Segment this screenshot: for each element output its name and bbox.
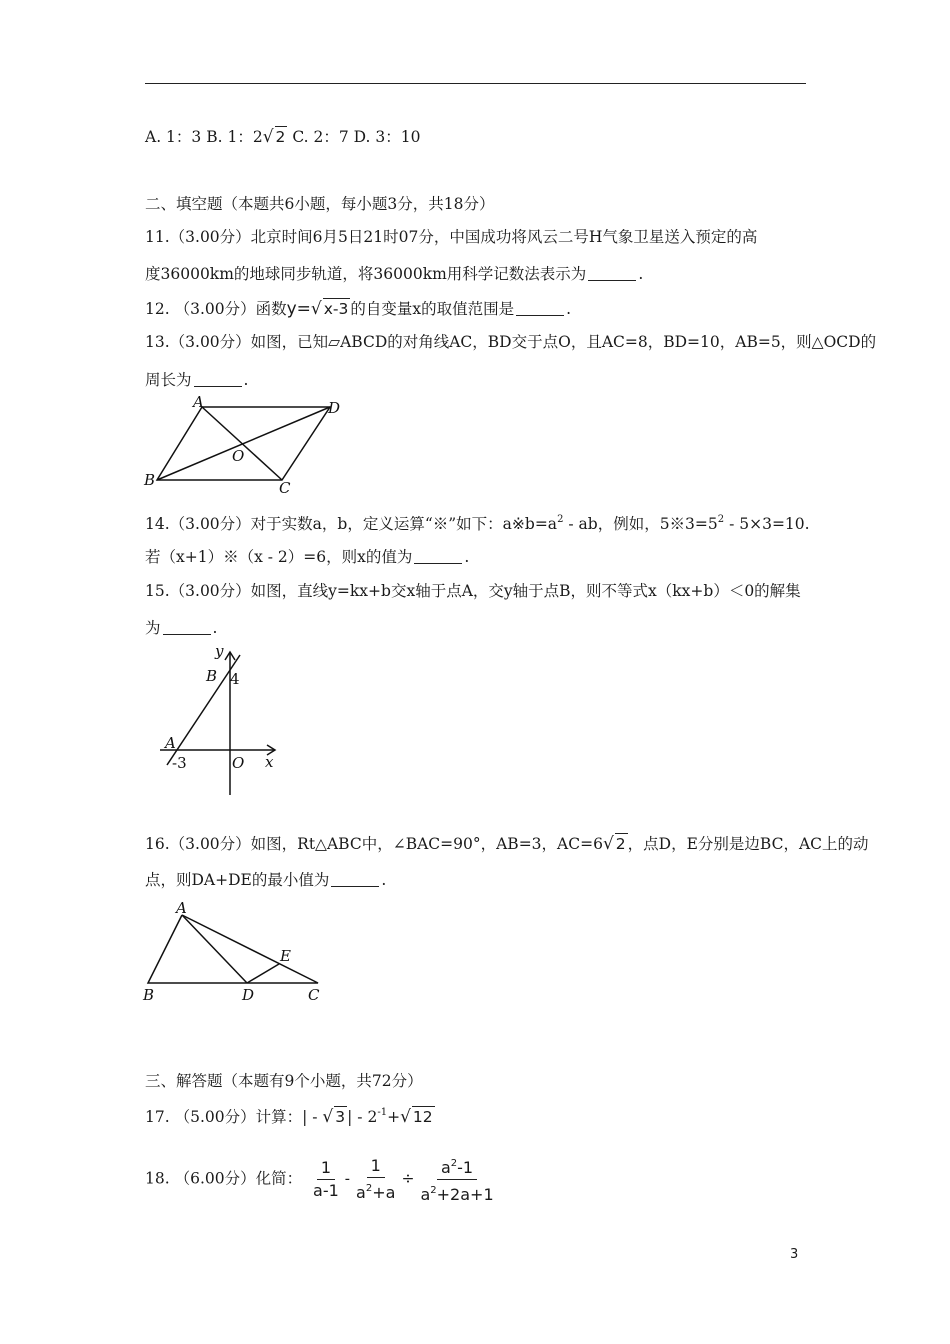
label-d: D <box>328 399 341 417</box>
label-e: E <box>280 947 291 965</box>
segment-de <box>247 964 279 983</box>
page-number: 3 <box>790 1247 799 1262</box>
label-neg3: -3 <box>172 754 187 772</box>
option-c: C. 2：7 <box>292 128 349 146</box>
option-d: D. 3：10 <box>353 128 421 146</box>
section-3-title: 三、解答题（本题有9个小题，共72分） <box>145 1072 423 1090</box>
q15-line1: 15.（3.00分）如图，直线y=kx+b交x轴于点A，交y轴于点B，则不等式x（kx+b）＜0的解集 <box>145 582 801 600</box>
label-o: O <box>232 754 245 772</box>
fraction-2: $\frac{1}{a^2+a}$ <box>356 1156 396 1202</box>
label-4: 4 <box>230 670 240 688</box>
sqrt: √ 2 <box>602 834 626 854</box>
option-b: B. 1：2√ 2 <box>206 127 286 147</box>
label-b: B <box>143 986 155 1004</box>
sqrt: √ 3 <box>322 1107 346 1127</box>
top-rule <box>145 83 806 84</box>
q15-line2: 为 . <box>145 619 218 637</box>
answer-blank <box>588 266 636 281</box>
q18-line: 18. （6.00分）化简： $\frac{1}{a-1}$ - $\frac{1}{a^2+a}$ ÷ $\frac{a^2-1}{a^2+2a+1}$ <box>145 1153 500 1206</box>
label-a: A <box>193 395 204 411</box>
label-y: y <box>215 642 224 660</box>
q12-line: 12. （3.00分）函数y=√ x-3 的自变量x的取值范围是 . <box>145 299 572 319</box>
label-c: C <box>279 479 291 495</box>
diagonal-bd <box>157 407 330 480</box>
parallelogram-figure <box>140 395 350 495</box>
q16-line1: 16.（3.00分）如图，Rt△ABC中，∠BAC=90°，AB=3，AC=6√ 2 ，点D，E分别是边BC，AC上的动 <box>145 834 869 854</box>
label-b: B <box>144 471 156 489</box>
segment-ad <box>182 915 247 983</box>
answer-blank <box>331 872 379 887</box>
sqrt: √ 12 <box>400 1107 433 1127</box>
label-a: A <box>165 734 176 752</box>
answer-blank <box>194 372 242 387</box>
q17-line: 17. （5.00分）计算：| - √ 3 | - $2^{-1}+√$ 12 <box>145 1107 433 1127</box>
sqrt: √ 2 <box>262 127 286 147</box>
q11-line1: 11.（3.00分）北京时间6月5日21时07分，中国成功将风云二号H气象卫星送入预定的高 <box>145 228 758 246</box>
fraction-1: $\frac{1}{a-1}$ <box>313 1158 339 1200</box>
fraction-3: $\frac{a^2-1}{a^2+2a+1}$ <box>416 1153 497 1206</box>
triangle-figure <box>140 895 340 1010</box>
answer-blank <box>516 301 564 316</box>
label-o: O <box>232 447 245 465</box>
q14-line1: 14.（3.00分）对于实数a，b，定义运算“※”如下：$a※b=a^2$ - ab，例如，$5※3=5^2 - 5\times 3=10$. <box>145 514 810 533</box>
label-b: B <box>206 667 218 685</box>
answer-blank <box>163 620 211 635</box>
q13-line1: 13.（3.00分）如图，已知▱ABCD的对角线AC，BD交于点O，且AC=8，BD=10，AB=5，则△OCD的 <box>145 333 877 351</box>
line-graph-figure <box>140 640 290 800</box>
label-x: x <box>265 753 274 771</box>
section-2-title: 二、填空题（本题共6小题，每小题3分，共18分） <box>145 195 495 213</box>
q11-line2: 度36000km的地球同步轨道，将36000km用科学记数法表示为 . <box>145 265 644 283</box>
q14-line2: 若（x+1）※（x - 2）=6，则x的值为 . <box>145 548 470 566</box>
triangle-abc <box>148 915 318 983</box>
label-a: A <box>176 899 187 917</box>
options-line <box>145 126 421 147</box>
sqrt: √ x-3 <box>310 299 349 319</box>
label-d: D <box>242 986 255 1004</box>
option-a: A. 1：3 <box>145 128 202 146</box>
answer-blank <box>414 549 462 564</box>
q13-line2: 周长为 . <box>145 371 249 389</box>
q16-line2: 点，则DA+DE的最小值为 . <box>145 871 387 889</box>
label-c: C <box>308 986 320 1004</box>
